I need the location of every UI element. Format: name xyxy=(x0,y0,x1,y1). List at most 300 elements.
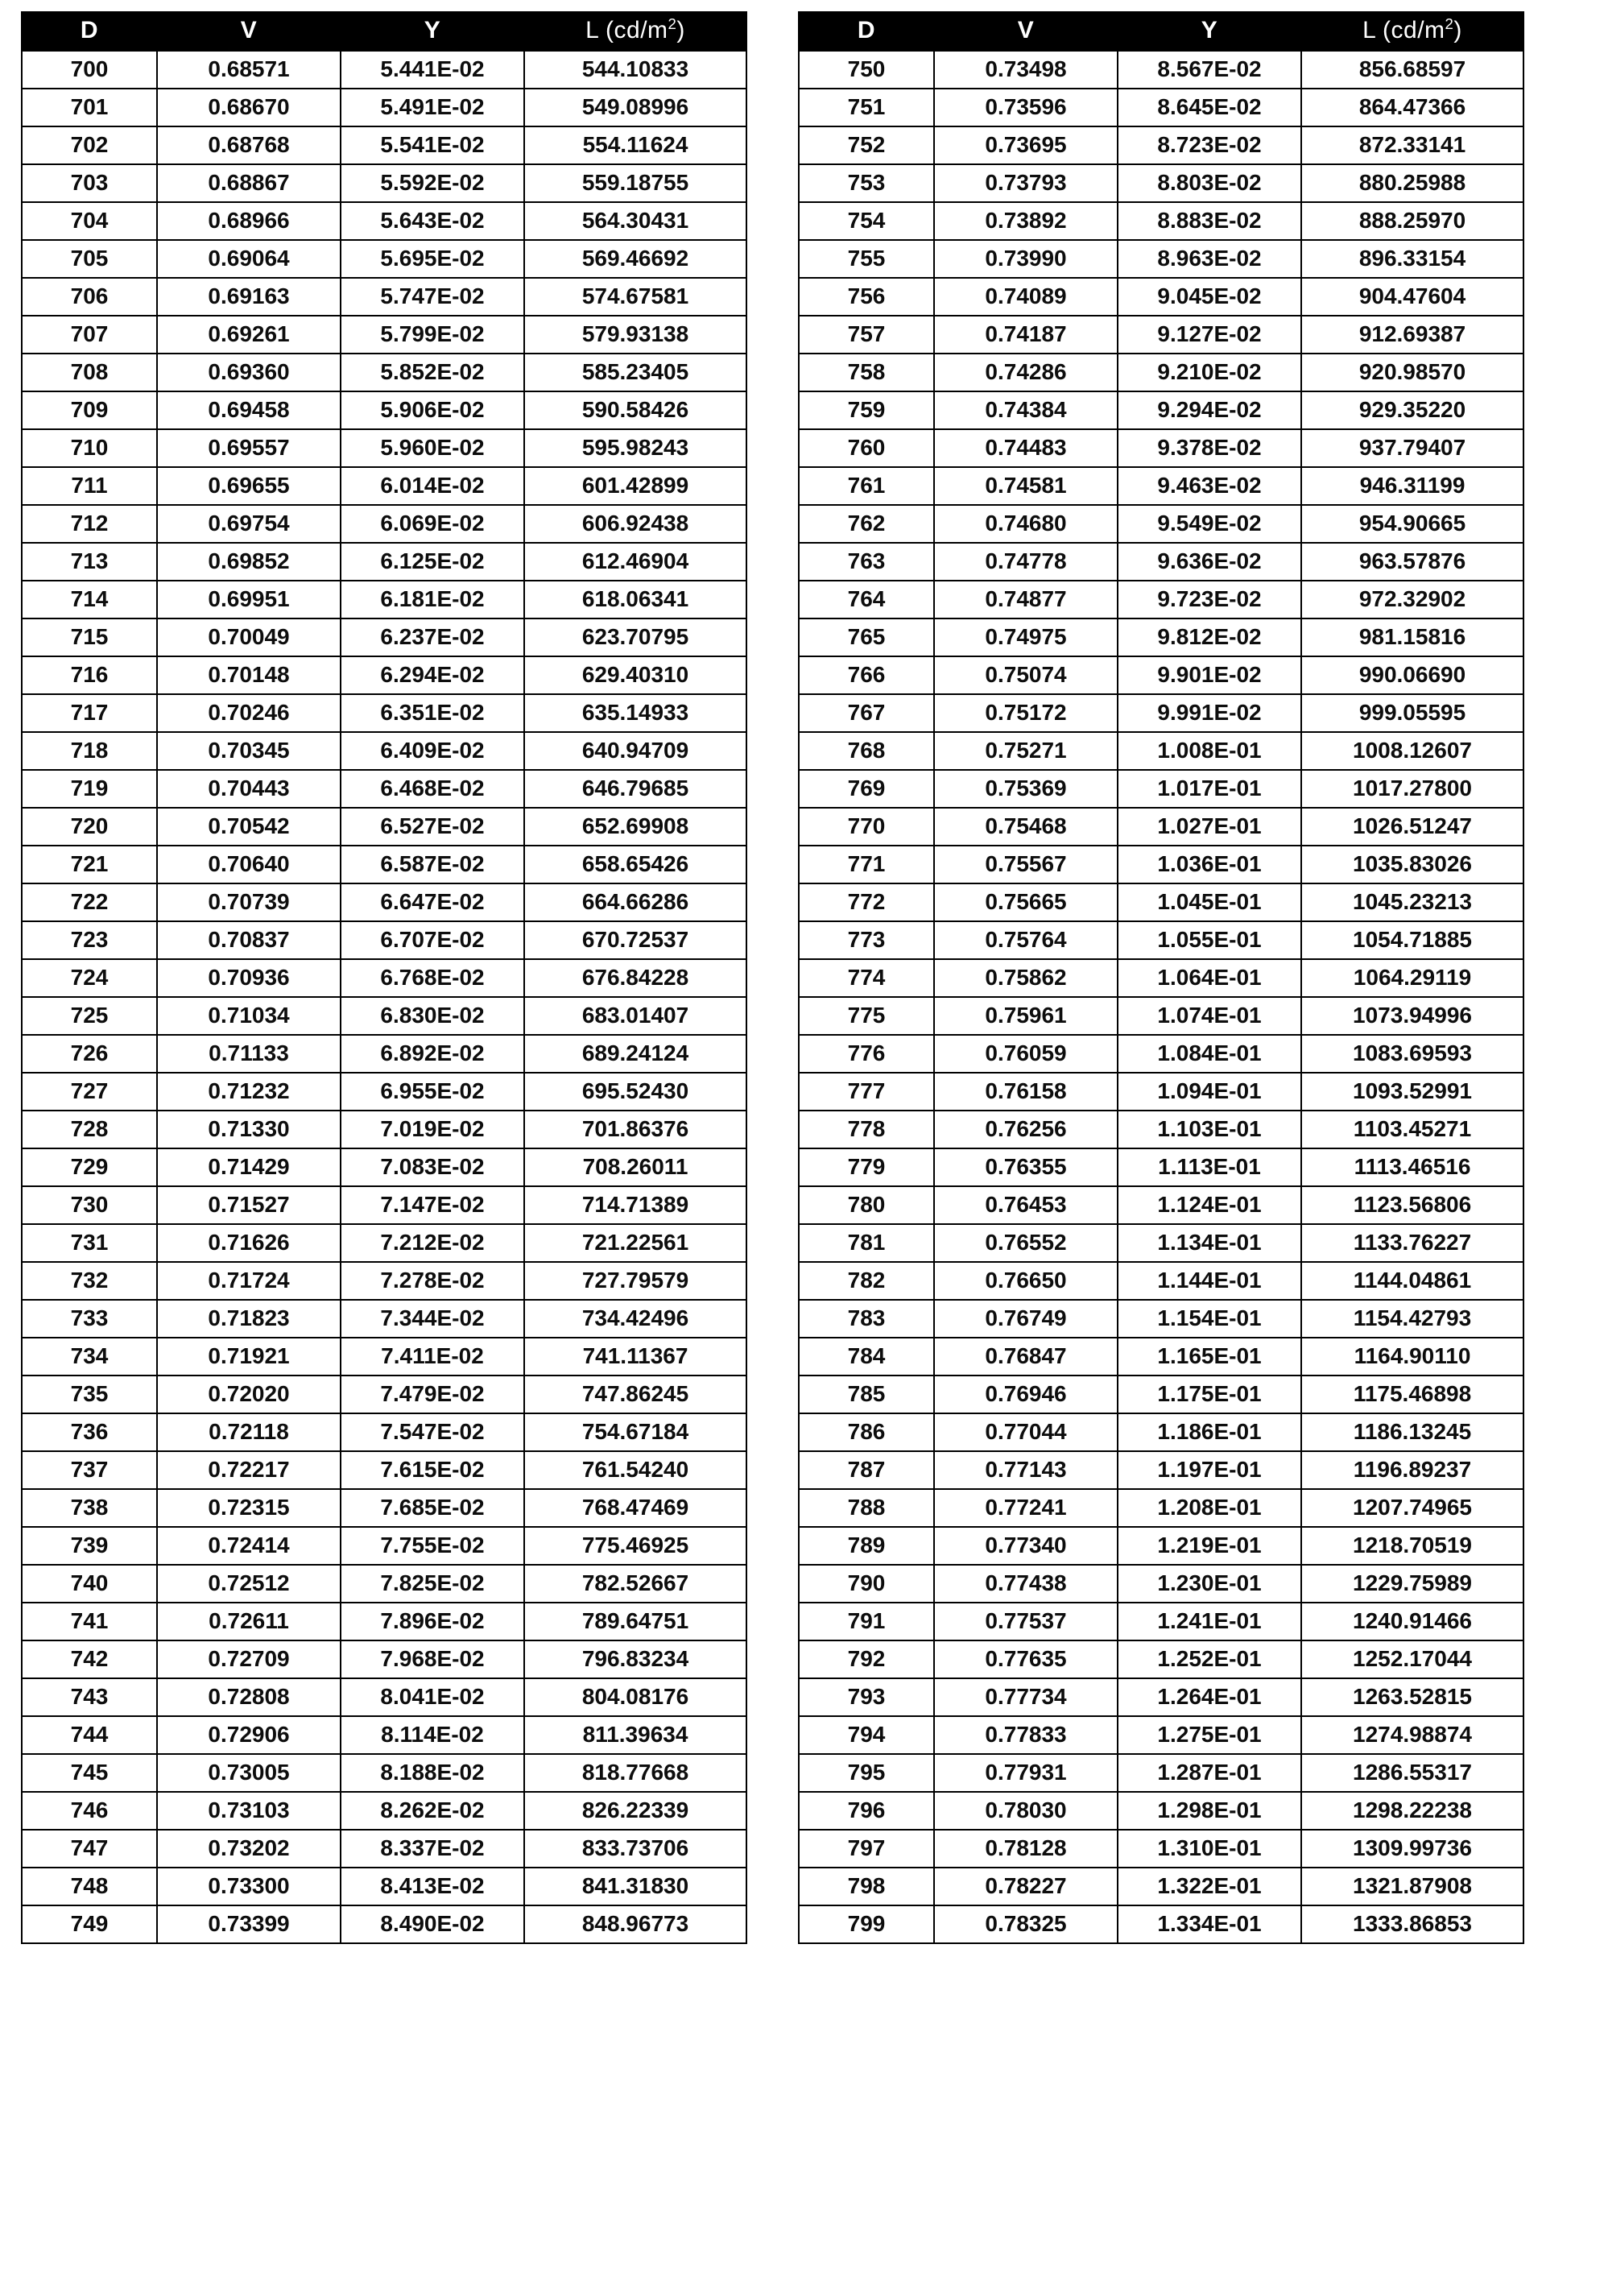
cell-luminance: 1196.89237 xyxy=(1301,1451,1523,1489)
cell-d: 740 xyxy=(22,1565,157,1603)
cell-luminance: 1008.12607 xyxy=(1301,732,1523,770)
table-row xyxy=(22,1678,746,1716)
cell-y: 7.615E-02 xyxy=(341,1451,524,1489)
cell-d: 720 xyxy=(22,808,157,846)
cell-luminance: 1274.98874 xyxy=(1301,1716,1523,1754)
cell-y: 1.334E-01 xyxy=(1118,1905,1301,1943)
cell-d: 733 xyxy=(22,1300,157,1338)
cell-luminance: 606.92438 xyxy=(524,505,746,543)
table-row xyxy=(22,1338,746,1376)
table-row xyxy=(22,883,746,921)
table-row xyxy=(799,429,1523,467)
cell-y: 9.463E-02 xyxy=(1118,467,1301,505)
cell-luminance: 920.98570 xyxy=(1301,354,1523,391)
cell-luminance: 999.05595 xyxy=(1301,694,1523,732)
cell-v: 0.70542 xyxy=(157,808,341,846)
cell-luminance: 727.79579 xyxy=(524,1262,746,1300)
table-row xyxy=(22,921,746,959)
table-row xyxy=(799,1603,1523,1640)
cell-luminance: 841.31830 xyxy=(524,1868,746,1905)
cell-v: 0.76946 xyxy=(934,1376,1118,1413)
cell-v: 0.74286 xyxy=(934,354,1118,391)
cell-d: 739 xyxy=(22,1527,157,1565)
cell-y: 5.747E-02 xyxy=(341,278,524,316)
cell-v: 0.76158 xyxy=(934,1073,1118,1111)
cell-v: 0.73103 xyxy=(157,1792,341,1830)
cell-d: 714 xyxy=(22,581,157,618)
cell-luminance: 574.67581 xyxy=(524,278,746,316)
cell-luminance: 782.52667 xyxy=(524,1565,746,1603)
cell-d: 766 xyxy=(799,656,934,694)
table-row xyxy=(799,883,1523,921)
table-row xyxy=(799,1300,1523,1338)
cell-v: 0.69458 xyxy=(157,391,341,429)
table-row xyxy=(799,846,1523,883)
table-row xyxy=(799,1413,1523,1451)
cell-d: 798 xyxy=(799,1868,934,1905)
cell-luminance: 629.40310 xyxy=(524,656,746,694)
cell-d: 747 xyxy=(22,1830,157,1868)
cell-d: 790 xyxy=(799,1565,934,1603)
table-row xyxy=(799,1376,1523,1413)
cell-v: 0.77931 xyxy=(934,1754,1118,1792)
table-body-right xyxy=(799,51,1523,1943)
table-row xyxy=(22,1376,746,1413)
table-row xyxy=(22,1413,746,1451)
cell-d: 796 xyxy=(799,1792,934,1830)
cell-v: 0.72709 xyxy=(157,1640,341,1678)
cell-y: 7.825E-02 xyxy=(341,1565,524,1603)
cell-d: 758 xyxy=(799,354,934,391)
cell-luminance: 1186.13245 xyxy=(1301,1413,1523,1451)
cell-y: 8.803E-02 xyxy=(1118,164,1301,202)
cell-v: 0.70148 xyxy=(157,656,341,694)
cell-v: 0.72414 xyxy=(157,1527,341,1565)
cell-y: 1.084E-01 xyxy=(1118,1035,1301,1073)
cell-d: 721 xyxy=(22,846,157,883)
cell-d: 762 xyxy=(799,505,934,543)
cell-v: 0.75074 xyxy=(934,656,1118,694)
cell-y: 7.019E-02 xyxy=(341,1111,524,1148)
cell-luminance: 1154.42793 xyxy=(1301,1300,1523,1338)
cell-luminance: 695.52430 xyxy=(524,1073,746,1111)
cell-y: 5.695E-02 xyxy=(341,240,524,278)
cell-d: 782 xyxy=(799,1262,934,1300)
table-row xyxy=(22,391,746,429)
data-table-left xyxy=(21,11,747,1944)
cell-v: 0.76059 xyxy=(934,1035,1118,1073)
table-row xyxy=(22,429,746,467)
column-header-d: D xyxy=(22,12,157,51)
cell-d: 722 xyxy=(22,883,157,921)
cell-y: 6.069E-02 xyxy=(341,505,524,543)
table-row xyxy=(22,770,746,808)
cell-v: 0.76847 xyxy=(934,1338,1118,1376)
cell-v: 0.77143 xyxy=(934,1451,1118,1489)
cell-y: 7.278E-02 xyxy=(341,1262,524,1300)
cell-v: 0.75567 xyxy=(934,846,1118,883)
cell-v: 0.75862 xyxy=(934,959,1118,997)
cell-y: 1.154E-01 xyxy=(1118,1300,1301,1338)
cell-d: 785 xyxy=(799,1376,934,1413)
cell-v: 0.75764 xyxy=(934,921,1118,959)
cell-d: 783 xyxy=(799,1300,934,1338)
column-header-v: V xyxy=(157,12,341,51)
cell-y: 1.094E-01 xyxy=(1118,1073,1301,1111)
cell-y: 7.685E-02 xyxy=(341,1489,524,1527)
cell-luminance: 579.93138 xyxy=(524,316,746,354)
cell-y: 1.055E-01 xyxy=(1118,921,1301,959)
table-row xyxy=(22,1830,746,1868)
cell-y: 9.991E-02 xyxy=(1118,694,1301,732)
table-row xyxy=(22,1603,746,1640)
cell-v: 0.77635 xyxy=(934,1640,1118,1678)
table-row xyxy=(22,1300,746,1338)
cell-d: 750 xyxy=(799,51,934,89)
cell-y: 5.541E-02 xyxy=(341,126,524,164)
cell-luminance: 872.33141 xyxy=(1301,126,1523,164)
cell-y: 8.645E-02 xyxy=(1118,89,1301,126)
cell-y: 6.468E-02 xyxy=(341,770,524,808)
table-row xyxy=(799,1111,1523,1148)
table-row xyxy=(799,1678,1523,1716)
cell-d: 745 xyxy=(22,1754,157,1792)
cell-luminance: 1113.46516 xyxy=(1301,1148,1523,1186)
cell-v: 0.73399 xyxy=(157,1905,341,1943)
cell-luminance: 789.64751 xyxy=(524,1603,746,1640)
cell-y: 9.210E-02 xyxy=(1118,354,1301,391)
cell-v: 0.76355 xyxy=(934,1148,1118,1186)
cell-luminance: 937.79407 xyxy=(1301,429,1523,467)
cell-v: 0.76749 xyxy=(934,1300,1118,1338)
cell-luminance: 595.98243 xyxy=(524,429,746,467)
table-row xyxy=(22,126,746,164)
cell-luminance: 1218.70519 xyxy=(1301,1527,1523,1565)
cell-y: 5.643E-02 xyxy=(341,202,524,240)
cell-d: 709 xyxy=(22,391,157,429)
table-row xyxy=(22,543,746,581)
cell-y: 1.275E-01 xyxy=(1118,1716,1301,1754)
cell-y: 1.310E-01 xyxy=(1118,1830,1301,1868)
cell-y: 1.165E-01 xyxy=(1118,1338,1301,1376)
cell-luminance: 569.46692 xyxy=(524,240,746,278)
cell-y: 1.197E-01 xyxy=(1118,1451,1301,1489)
table-row xyxy=(22,1754,746,1792)
cell-v: 0.72611 xyxy=(157,1603,341,1640)
table-row xyxy=(799,278,1523,316)
cell-d: 787 xyxy=(799,1451,934,1489)
cell-d: 738 xyxy=(22,1489,157,1527)
cell-v: 0.77833 xyxy=(934,1716,1118,1754)
column-header-luminance xyxy=(524,12,746,51)
cell-v: 0.69360 xyxy=(157,354,341,391)
table-row xyxy=(22,1262,746,1300)
column-header-luminance xyxy=(1301,12,1523,51)
cell-y: 6.830E-02 xyxy=(341,997,524,1035)
cell-v: 0.70837 xyxy=(157,921,341,959)
cell-y: 6.181E-02 xyxy=(341,581,524,618)
cell-d: 774 xyxy=(799,959,934,997)
cell-d: 742 xyxy=(22,1640,157,1678)
cell-v: 0.71626 xyxy=(157,1224,341,1262)
cell-d: 725 xyxy=(22,997,157,1035)
cell-d: 760 xyxy=(799,429,934,467)
cell-y: 9.294E-02 xyxy=(1118,391,1301,429)
cell-luminance: 848.96773 xyxy=(524,1905,746,1943)
cell-luminance: 734.42496 xyxy=(524,1300,746,1338)
cell-d: 708 xyxy=(22,354,157,391)
cell-luminance: 554.11624 xyxy=(524,126,746,164)
cell-luminance: 689.24124 xyxy=(524,1035,746,1073)
cell-d: 788 xyxy=(799,1489,934,1527)
cell-luminance: 1309.99736 xyxy=(1301,1830,1523,1868)
cell-luminance: 990.06690 xyxy=(1301,656,1523,694)
cell-v: 0.69951 xyxy=(157,581,341,618)
cell-v: 0.77438 xyxy=(934,1565,1118,1603)
cell-y: 7.896E-02 xyxy=(341,1603,524,1640)
cell-y: 7.212E-02 xyxy=(341,1224,524,1262)
cell-d: 751 xyxy=(799,89,934,126)
cell-d: 786 xyxy=(799,1413,934,1451)
cell-y: 6.892E-02 xyxy=(341,1035,524,1073)
cell-luminance: 754.67184 xyxy=(524,1413,746,1451)
luminance-label-prefix: L (cd/m xyxy=(1362,17,1445,43)
cell-luminance: 747.86245 xyxy=(524,1376,746,1413)
cell-d: 767 xyxy=(799,694,934,732)
cell-d: 744 xyxy=(22,1716,157,1754)
cell-luminance: 864.47366 xyxy=(1301,89,1523,126)
cell-y: 1.103E-01 xyxy=(1118,1111,1301,1148)
cell-luminance: 833.73706 xyxy=(524,1830,746,1868)
cell-d: 741 xyxy=(22,1603,157,1640)
cell-y: 8.567E-02 xyxy=(1118,51,1301,89)
cell-d: 732 xyxy=(22,1262,157,1300)
table-row xyxy=(22,467,746,505)
cell-y: 1.322E-01 xyxy=(1118,1868,1301,1905)
cell-y: 1.008E-01 xyxy=(1118,732,1301,770)
cell-y: 6.527E-02 xyxy=(341,808,524,846)
table-row xyxy=(799,1868,1523,1905)
cell-d: 716 xyxy=(22,656,157,694)
cell-d: 780 xyxy=(799,1186,934,1224)
cell-d: 791 xyxy=(799,1603,934,1640)
cell-v: 0.77537 xyxy=(934,1603,1118,1640)
cell-v: 0.70049 xyxy=(157,618,341,656)
table-header-right xyxy=(799,12,1523,51)
cell-v: 0.72808 xyxy=(157,1678,341,1716)
cell-v: 0.73695 xyxy=(934,126,1118,164)
cell-v: 0.71232 xyxy=(157,1073,341,1111)
cell-v: 0.74187 xyxy=(934,316,1118,354)
cell-v: 0.73596 xyxy=(934,89,1118,126)
header-row xyxy=(799,12,1523,51)
cell-luminance: 1093.52991 xyxy=(1301,1073,1523,1111)
cell-luminance: 701.86376 xyxy=(524,1111,746,1148)
cell-v: 0.74483 xyxy=(934,429,1118,467)
cell-d: 784 xyxy=(799,1338,934,1376)
cell-luminance: 612.46904 xyxy=(524,543,746,581)
cell-d: 727 xyxy=(22,1073,157,1111)
cell-d: 743 xyxy=(22,1678,157,1716)
cell-y: 1.219E-01 xyxy=(1118,1527,1301,1565)
table-row xyxy=(799,505,1523,543)
cell-d: 746 xyxy=(22,1792,157,1830)
cell-luminance: 652.69908 xyxy=(524,808,746,846)
cell-y: 6.768E-02 xyxy=(341,959,524,997)
cell-y: 1.134E-01 xyxy=(1118,1224,1301,1262)
cell-y: 1.027E-01 xyxy=(1118,808,1301,846)
cell-y: 1.017E-01 xyxy=(1118,770,1301,808)
cell-luminance: 1035.83026 xyxy=(1301,846,1523,883)
cell-luminance: 1240.91466 xyxy=(1301,1603,1523,1640)
cell-y: 6.647E-02 xyxy=(341,883,524,921)
cell-d: 795 xyxy=(799,1754,934,1792)
cell-luminance: 640.94709 xyxy=(524,732,746,770)
cell-y: 1.045E-01 xyxy=(1118,883,1301,921)
cell-d: 717 xyxy=(22,694,157,732)
luminance-label-exponent: 2 xyxy=(668,15,677,32)
cell-luminance: 1123.56806 xyxy=(1301,1186,1523,1224)
cell-luminance: 618.06341 xyxy=(524,581,746,618)
table-row xyxy=(22,656,746,694)
table-row xyxy=(799,997,1523,1035)
cell-y: 6.409E-02 xyxy=(341,732,524,770)
cell-v: 0.72906 xyxy=(157,1716,341,1754)
cell-luminance: 963.57876 xyxy=(1301,543,1523,581)
table-row xyxy=(22,1527,746,1565)
cell-d: 705 xyxy=(22,240,157,278)
cell-y: 6.237E-02 xyxy=(341,618,524,656)
table-row xyxy=(799,1754,1523,1792)
table-row xyxy=(22,732,746,770)
table-row xyxy=(799,240,1523,278)
column-header-v: V xyxy=(934,12,1118,51)
cell-d: 749 xyxy=(22,1905,157,1943)
cell-d: 799 xyxy=(799,1905,934,1943)
cell-y: 1.186E-01 xyxy=(1118,1413,1301,1451)
cell-d: 773 xyxy=(799,921,934,959)
cell-v: 0.75271 xyxy=(934,732,1118,770)
cell-v: 0.68867 xyxy=(157,164,341,202)
cell-y: 1.074E-01 xyxy=(1118,997,1301,1035)
table-row xyxy=(22,240,746,278)
cell-y: 6.125E-02 xyxy=(341,543,524,581)
table-row xyxy=(22,1148,746,1186)
cell-luminance: 1017.27800 xyxy=(1301,770,1523,808)
cell-luminance: 635.14933 xyxy=(524,694,746,732)
cell-d: 719 xyxy=(22,770,157,808)
cell-y: 9.378E-02 xyxy=(1118,429,1301,467)
table-row xyxy=(799,164,1523,202)
cell-d: 777 xyxy=(799,1073,934,1111)
table-row xyxy=(799,1224,1523,1262)
table-row xyxy=(22,846,746,883)
cell-y: 5.852E-02 xyxy=(341,354,524,391)
table-row xyxy=(799,1640,1523,1678)
cell-luminance: 1263.52815 xyxy=(1301,1678,1523,1716)
table-row xyxy=(799,1035,1523,1073)
cell-d: 794 xyxy=(799,1716,934,1754)
cell-luminance: 1164.90110 xyxy=(1301,1338,1523,1376)
cell-y: 9.812E-02 xyxy=(1118,618,1301,656)
cell-y: 1.175E-01 xyxy=(1118,1376,1301,1413)
cell-luminance: 623.70795 xyxy=(524,618,746,656)
cell-d: 765 xyxy=(799,618,934,656)
cell-y: 1.113E-01 xyxy=(1118,1148,1301,1186)
table-row xyxy=(799,1073,1523,1111)
column-header-d: D xyxy=(799,12,934,51)
cell-y: 8.188E-02 xyxy=(341,1754,524,1792)
cell-v: 0.68966 xyxy=(157,202,341,240)
table-row xyxy=(22,694,746,732)
cell-v: 0.73300 xyxy=(157,1868,341,1905)
cell-v: 0.72512 xyxy=(157,1565,341,1603)
cell-d: 754 xyxy=(799,202,934,240)
table-row xyxy=(799,51,1523,89)
cell-luminance: 664.66286 xyxy=(524,883,746,921)
cell-y: 7.411E-02 xyxy=(341,1338,524,1376)
cell-luminance: 761.54240 xyxy=(524,1451,746,1489)
cell-d: 701 xyxy=(22,89,157,126)
table-row xyxy=(22,1792,746,1830)
cell-d: 729 xyxy=(22,1148,157,1186)
cell-v: 0.68571 xyxy=(157,51,341,89)
cell-y: 1.252E-01 xyxy=(1118,1640,1301,1678)
cell-v: 0.70739 xyxy=(157,883,341,921)
cell-y: 9.723E-02 xyxy=(1118,581,1301,618)
cell-d: 771 xyxy=(799,846,934,883)
cell-v: 0.76552 xyxy=(934,1224,1118,1262)
cell-luminance: 1286.55317 xyxy=(1301,1754,1523,1792)
data-table-right xyxy=(798,11,1524,1944)
cell-v: 0.69064 xyxy=(157,240,341,278)
cell-d: 792 xyxy=(799,1640,934,1678)
cell-luminance: 1083.69593 xyxy=(1301,1035,1523,1073)
table-row xyxy=(22,316,746,354)
table-row xyxy=(799,1905,1523,1943)
column-header-y: Y xyxy=(1118,12,1301,51)
cell-v: 0.78325 xyxy=(934,1905,1118,1943)
cell-y: 1.124E-01 xyxy=(1118,1186,1301,1224)
luminance-label-suffix: ) xyxy=(1453,17,1462,43)
table-row xyxy=(22,354,746,391)
cell-v: 0.76453 xyxy=(934,1186,1118,1224)
cell-v: 0.70345 xyxy=(157,732,341,770)
cell-d: 772 xyxy=(799,883,934,921)
cell-d: 748 xyxy=(22,1868,157,1905)
cell-y: 8.041E-02 xyxy=(341,1678,524,1716)
cell-luminance: 981.15816 xyxy=(1301,618,1523,656)
cell-v: 0.73202 xyxy=(157,1830,341,1868)
cell-y: 9.636E-02 xyxy=(1118,543,1301,581)
cell-y: 7.083E-02 xyxy=(341,1148,524,1186)
cell-y: 1.230E-01 xyxy=(1118,1565,1301,1603)
table-row xyxy=(799,354,1523,391)
cell-d: 712 xyxy=(22,505,157,543)
cell-d: 702 xyxy=(22,126,157,164)
cell-luminance: 804.08176 xyxy=(524,1678,746,1716)
cell-luminance: 1045.23213 xyxy=(1301,883,1523,921)
table-row xyxy=(22,505,746,543)
cell-v: 0.72020 xyxy=(157,1376,341,1413)
table-row xyxy=(799,959,1523,997)
cell-d: 764 xyxy=(799,581,934,618)
cell-d: 706 xyxy=(22,278,157,316)
cell-luminance: 856.68597 xyxy=(1301,51,1523,89)
cell-y: 7.147E-02 xyxy=(341,1186,524,1224)
cell-luminance: 683.01407 xyxy=(524,997,746,1035)
cell-luminance: 1229.75989 xyxy=(1301,1565,1523,1603)
